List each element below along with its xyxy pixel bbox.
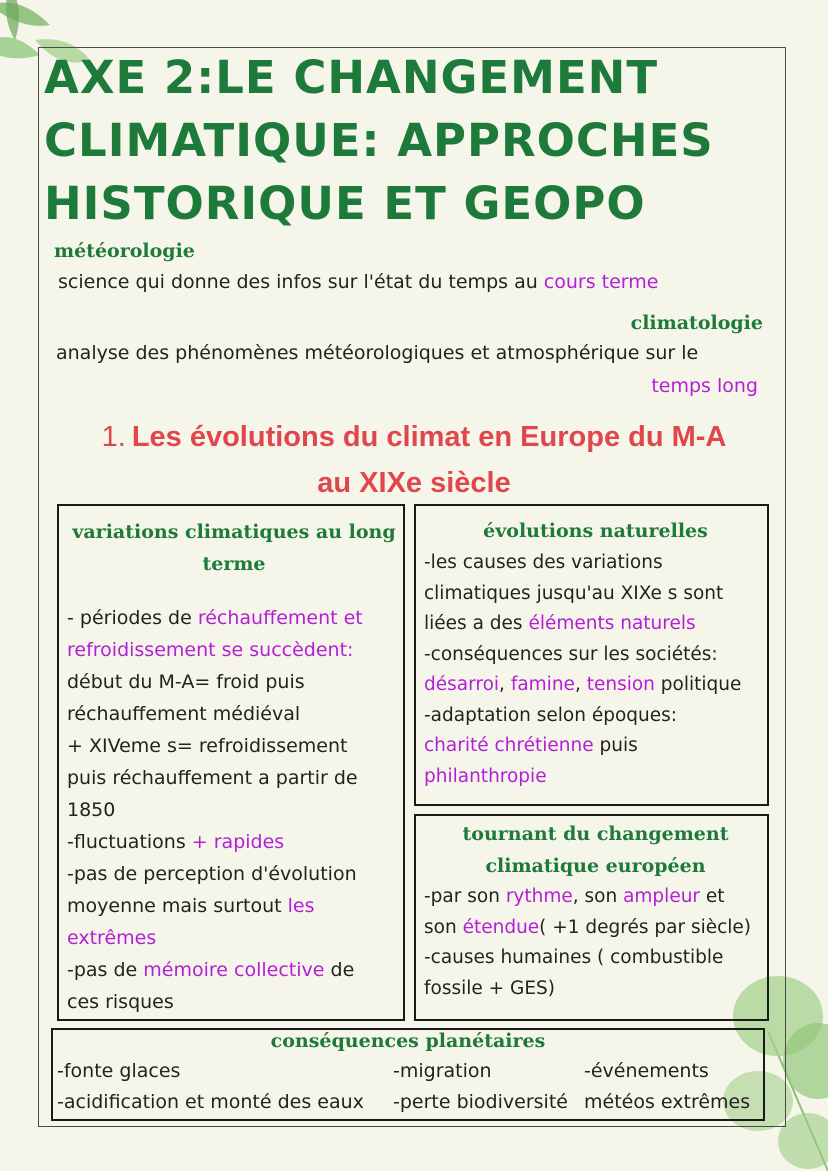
page-title: AXE 2:LE CHANGEMENT CLIMATIQUE: APPROCHES HISTORIQUE ET GEOPO [44,51,714,230]
box-heading: variations climatiques au long terme [72,521,396,575]
box-heading: évolutions naturelles [483,520,708,542]
box-content: -par son rythme, son ampleur et son étendue( +1 degrés par siècle) -causes humaines ( combustible fossile + GES) [424,886,752,999]
term-meteorologie: météorologie [54,240,195,262]
definition-climatologie-highlight: temps long [651,375,758,397]
box-content: -les causes des variations climatiques jusqu'au XIXe s sont liées a des éléments naturels -conséquences sur les sociétés: désarroi, famine, tension politique -adaptation selon époques: charité chrétienne puis philanthropie [424,552,742,787]
section-title: 1. Les évolutions du climat en Europe du M-A au XIXe siècle [101,421,727,499]
box-natural-evolutions [414,504,769,806]
box-turning-point [414,814,769,1021]
box-planetary-consequences [51,1028,765,1121]
box-heading: conséquences planétaires [270,1030,546,1052]
box-long-term-variations [57,504,405,1021]
definition-climatologie: analyse des phénomènes météorologiques et atmosphérique sur le [56,342,699,364]
box-heading: tournant du changement climatique européen [462,823,729,877]
consequences-col-3: -événements météos extrêmes [584,1060,751,1113]
consequences-col-1: -fonte glaces -acidification et monté des eaux [57,1060,364,1113]
term-climatologie: climatologie [630,312,763,334]
consequences-col-2: -migration -perte biodiversité [393,1060,568,1113]
definition-meteorologie: science qui donne des infos sur l'état du temps au cours terme [58,271,659,293]
box-content: - périodes de réchauffement et refroidissement se succèdent: début du M-A= froid puis réchauffement médiéval + XIVeme s= refroidissement puis réchauffement a partir de 1850 -fluctuations + rapides -pas de perception d'évolution moyenne mais surtout les extrêmes -pas de mémoire collective de ces risques [67,607,363,1013]
